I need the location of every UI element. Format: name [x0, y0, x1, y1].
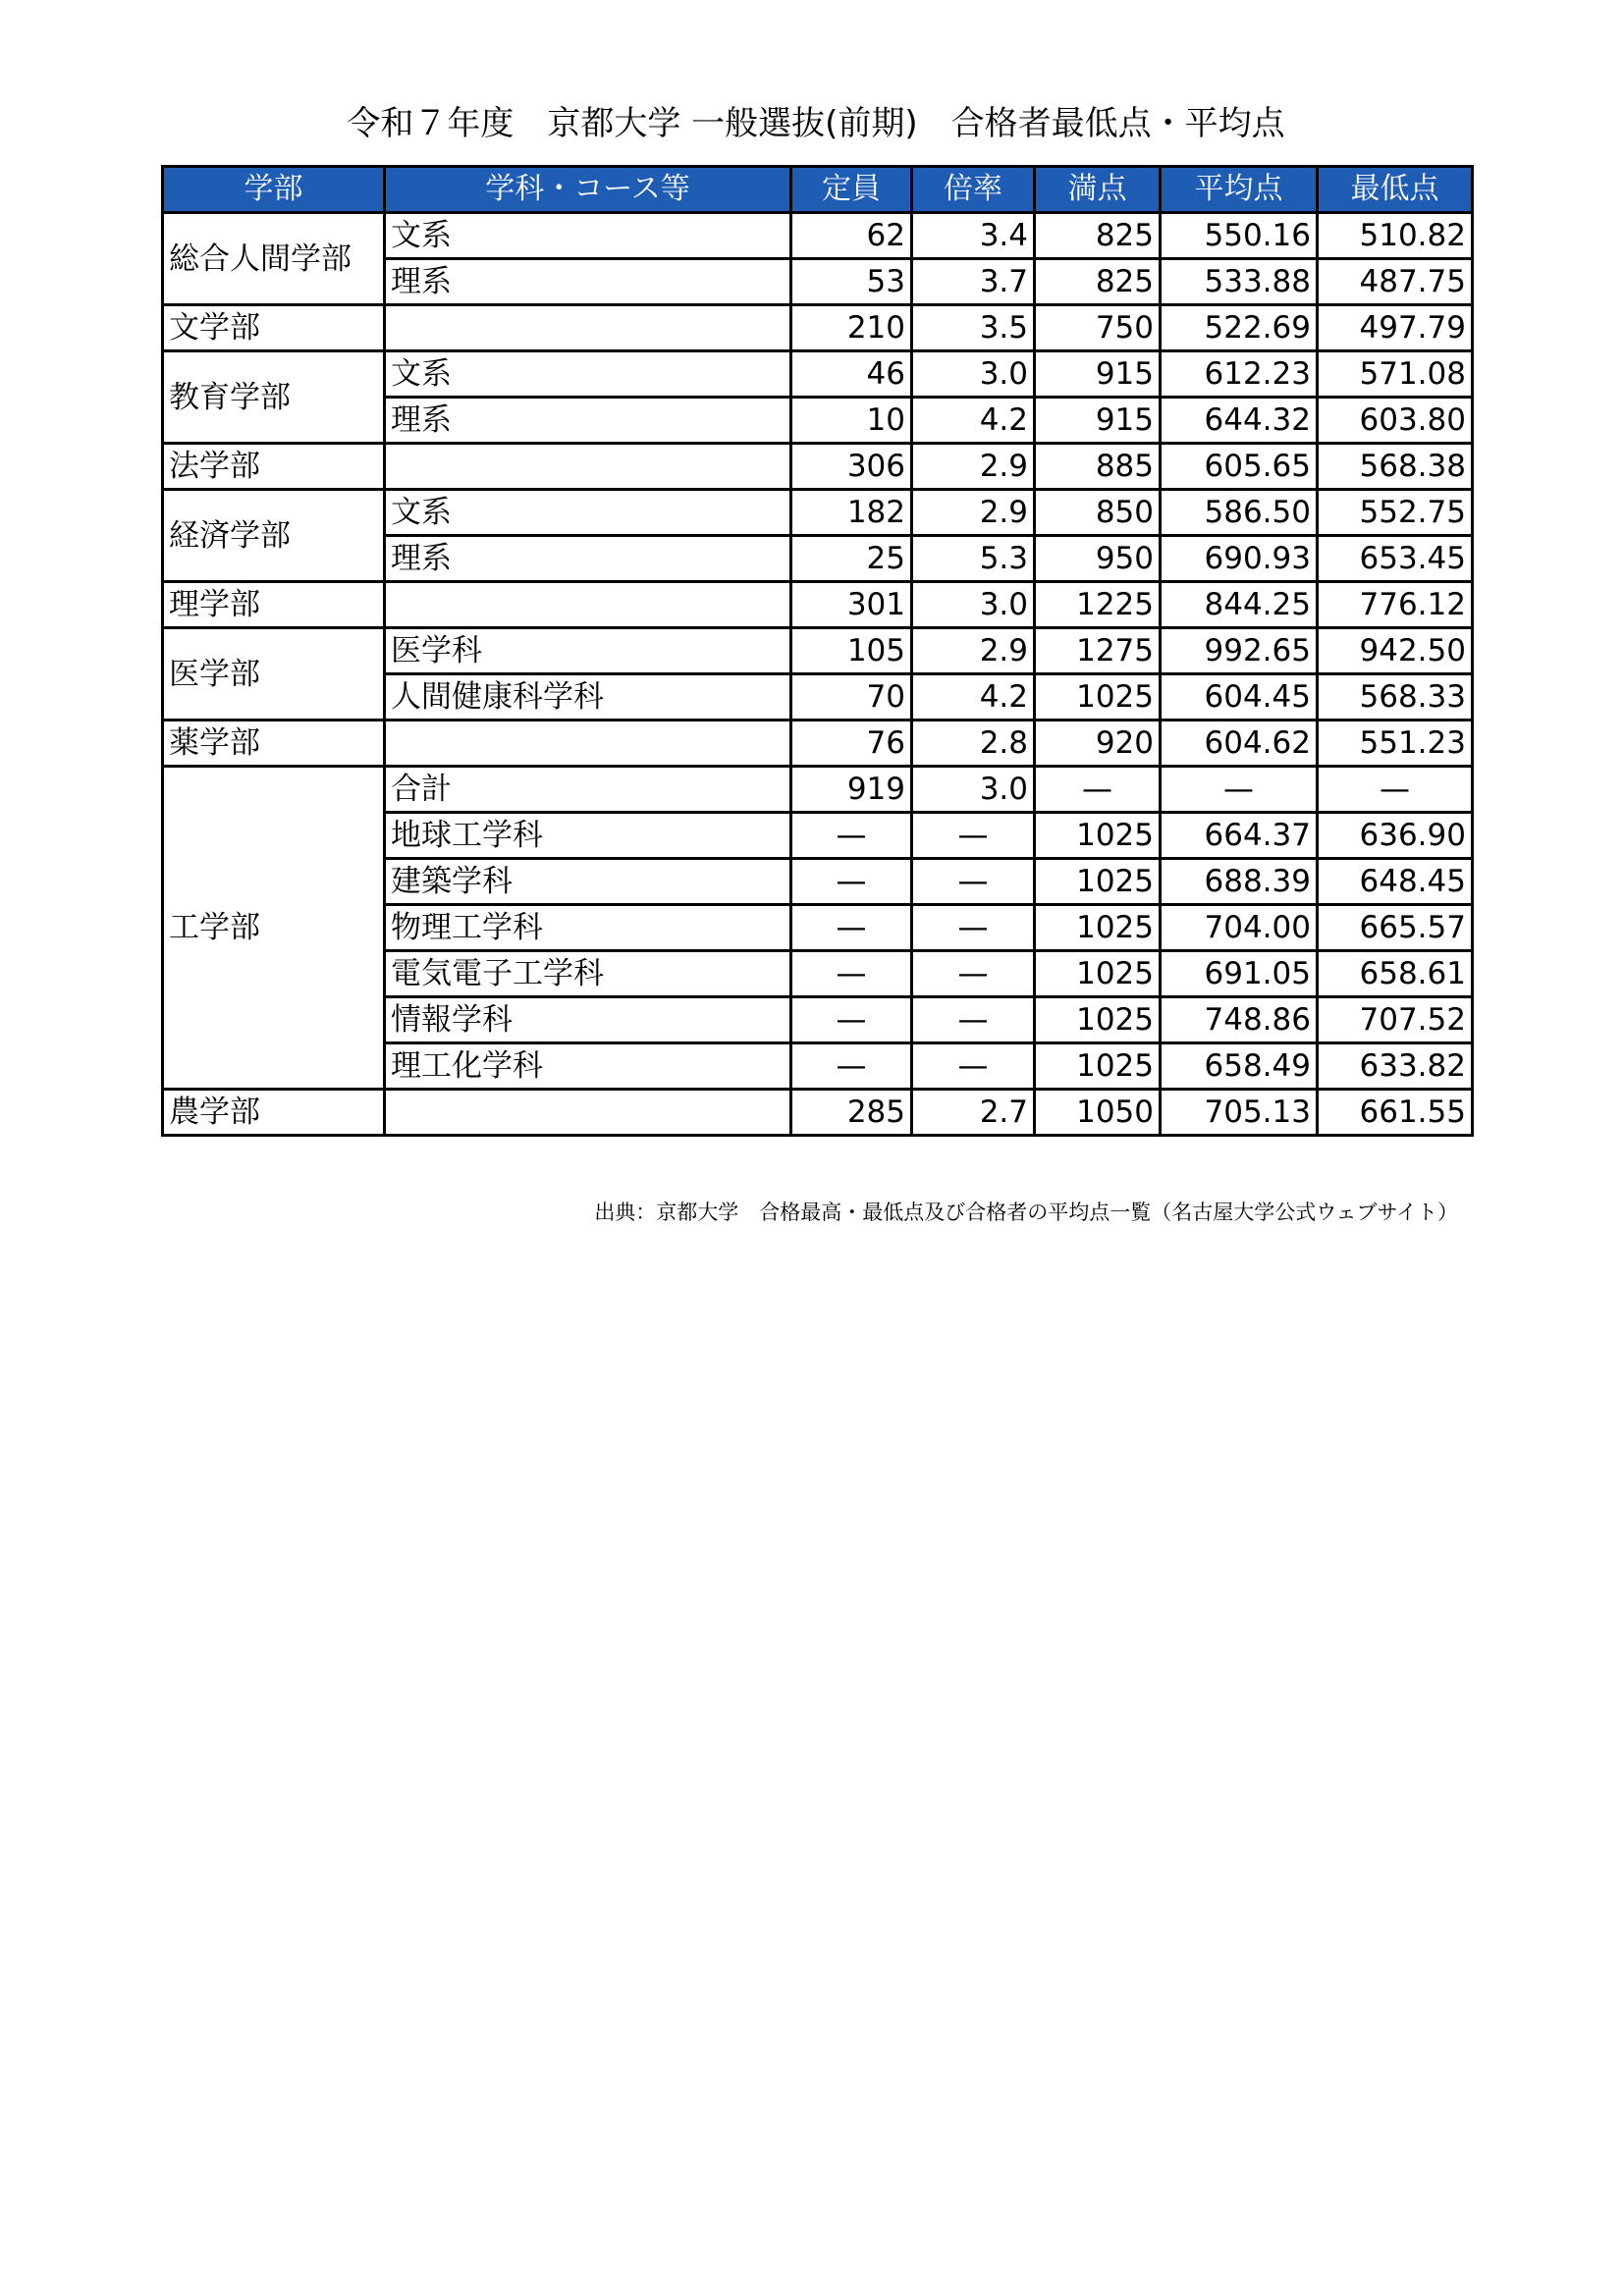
table-row [163, 582, 1473, 628]
minimum-score-cell: — [1318, 767, 1473, 813]
capacity-cell: 301 [791, 582, 912, 628]
minimum-score-cell: 603.80 [1318, 398, 1473, 444]
department-cell [385, 444, 791, 490]
department-cell: 理系 [385, 536, 791, 582]
capacity-cell: 25 [791, 536, 912, 582]
page-title: 令和７年度 京都大学 一般選抜(前期) 合格者最低点・平均点 [347, 104, 1285, 143]
department-cell [385, 582, 791, 628]
ratio-cell: 4.2 [912, 398, 1035, 444]
department-cell: 電気電子工学科 [385, 951, 791, 997]
minimum-score-cell: 665.57 [1318, 905, 1473, 951]
average-score-cell: 844.25 [1161, 582, 1318, 628]
capacity-cell: 105 [791, 628, 912, 674]
scores-table [161, 165, 1474, 1137]
faculty-cell: 総合人間学部 [163, 213, 385, 305]
minimum-score-cell: 551.23 [1318, 721, 1473, 767]
average-score-cell: 522.69 [1161, 305, 1318, 351]
department-cell: 人間健康科学科 [385, 674, 791, 721]
ratio-cell: 3.7 [912, 259, 1035, 305]
minimum-score-cell: 648.45 [1318, 859, 1473, 905]
full-score-cell: 915 [1035, 351, 1161, 398]
full-score-cell: 1275 [1035, 628, 1161, 674]
capacity-cell: 70 [791, 674, 912, 721]
header-ratio: 倍率 [912, 167, 1035, 213]
table-row [163, 628, 1473, 674]
full-score-cell: 825 [1035, 259, 1161, 305]
minimum-score-cell: 568.38 [1318, 444, 1473, 490]
capacity-cell: — [791, 813, 912, 859]
department-cell: 理系 [385, 259, 791, 305]
capacity-cell: — [791, 997, 912, 1043]
department-cell: 医学科 [385, 628, 791, 674]
capacity-cell: 76 [791, 721, 912, 767]
minimum-score-cell: 497.79 [1318, 305, 1473, 351]
full-score-cell: 1025 [1035, 1043, 1161, 1090]
average-score-cell: 691.05 [1161, 951, 1318, 997]
full-score-cell: 1025 [1035, 905, 1161, 951]
average-score-cell: 992.65 [1161, 628, 1318, 674]
capacity-cell: — [791, 859, 912, 905]
department-cell: 文系 [385, 351, 791, 398]
capacity-cell: — [791, 951, 912, 997]
average-score-cell: 550.16 [1161, 213, 1318, 259]
full-score-cell: 1025 [1035, 997, 1161, 1043]
minimum-score-cell: 661.55 [1318, 1090, 1473, 1136]
capacity-cell: 62 [791, 213, 912, 259]
department-cell: 理系 [385, 398, 791, 444]
table-row [163, 767, 1473, 813]
minimum-score-cell: 776.12 [1318, 582, 1473, 628]
average-score-cell: 612.23 [1161, 351, 1318, 398]
ratio-cell: 2.9 [912, 444, 1035, 490]
minimum-score-cell: 568.33 [1318, 674, 1473, 721]
full-score-cell: — [1035, 767, 1161, 813]
capacity-cell: 306 [791, 444, 912, 490]
average-score-cell: 664.37 [1161, 813, 1318, 859]
ratio-cell: 2.8 [912, 721, 1035, 767]
ratio-cell: — [912, 859, 1035, 905]
department-cell: 理工化学科 [385, 1043, 791, 1090]
ratio-cell: 3.0 [912, 351, 1035, 398]
department-cell: 地球工学科 [385, 813, 791, 859]
department-cell: 建築学科 [385, 859, 791, 905]
minimum-score-cell: 653.45 [1318, 536, 1473, 582]
department-cell: 合計 [385, 767, 791, 813]
faculty-cell: 文学部 [163, 305, 385, 351]
faculty-cell: 薬学部 [163, 721, 385, 767]
faculty-cell: 工学部 [163, 767, 385, 1090]
header-capacity: 定員 [791, 167, 912, 213]
capacity-cell: 182 [791, 490, 912, 536]
minimum-score-cell: 487.75 [1318, 259, 1473, 305]
ratio-cell: 2.9 [912, 628, 1035, 674]
full-score-cell: 920 [1035, 721, 1161, 767]
header-full-score: 満点 [1035, 167, 1161, 213]
average-score-cell: 704.00 [1161, 905, 1318, 951]
minimum-score-cell: 658.61 [1318, 951, 1473, 997]
table-body [163, 213, 1473, 1136]
full-score-cell: 1025 [1035, 859, 1161, 905]
department-cell: 文系 [385, 490, 791, 536]
average-score-cell: 533.88 [1161, 259, 1318, 305]
capacity-cell: 285 [791, 1090, 912, 1136]
minimum-score-cell: 942.50 [1318, 628, 1473, 674]
minimum-score-cell: 510.82 [1318, 213, 1473, 259]
capacity-cell: 919 [791, 767, 912, 813]
table-row [163, 305, 1473, 351]
table-row [163, 721, 1473, 767]
full-score-cell: 1025 [1035, 674, 1161, 721]
average-score-cell: 586.50 [1161, 490, 1318, 536]
minimum-score-cell: 633.82 [1318, 1043, 1473, 1090]
faculty-cell: 経済学部 [163, 490, 385, 582]
ratio-cell: — [912, 951, 1035, 997]
full-score-cell: 750 [1035, 305, 1161, 351]
average-score-cell: — [1161, 767, 1318, 813]
minimum-score-cell: 636.90 [1318, 813, 1473, 859]
capacity-cell: 10 [791, 398, 912, 444]
header-department: 学科・コース等 [385, 167, 791, 213]
table-row [163, 213, 1473, 259]
full-score-cell: 950 [1035, 536, 1161, 582]
full-score-cell: 1050 [1035, 1090, 1161, 1136]
average-score-cell: 604.45 [1161, 674, 1318, 721]
header-average-score: 平均点 [1161, 167, 1318, 213]
full-score-cell: 1225 [1035, 582, 1161, 628]
capacity-cell: 46 [791, 351, 912, 398]
capacity-cell: 53 [791, 259, 912, 305]
minimum-score-cell: 707.52 [1318, 997, 1473, 1043]
faculty-cell: 教育学部 [163, 351, 385, 444]
faculty-cell: 理学部 [163, 582, 385, 628]
ratio-cell: 2.9 [912, 490, 1035, 536]
ratio-cell: 2.7 [912, 1090, 1035, 1136]
capacity-cell: — [791, 905, 912, 951]
full-score-cell: 915 [1035, 398, 1161, 444]
minimum-score-cell: 571.08 [1318, 351, 1473, 398]
table-row [163, 444, 1473, 490]
ratio-cell: — [912, 1043, 1035, 1090]
minimum-score-cell: 552.75 [1318, 490, 1473, 536]
full-score-cell: 1025 [1035, 813, 1161, 859]
average-score-cell: 748.86 [1161, 997, 1318, 1043]
average-score-cell: 690.93 [1161, 536, 1318, 582]
table-row [163, 490, 1473, 536]
department-cell: 文系 [385, 213, 791, 259]
department-cell [385, 1090, 791, 1136]
full-score-cell: 825 [1035, 213, 1161, 259]
average-score-cell: 658.49 [1161, 1043, 1318, 1090]
full-score-cell: 1025 [1035, 951, 1161, 997]
department-cell: 情報学科 [385, 997, 791, 1043]
ratio-cell: 3.0 [912, 582, 1035, 628]
ratio-cell: 3.5 [912, 305, 1035, 351]
ratio-cell: 5.3 [912, 536, 1035, 582]
source-note: 出典：京都大学 合格最高・最低点及び合格者の平均点一覧（名古屋大学公式ウェブサイト） [594, 1201, 1458, 1224]
header-faculty: 学部 [163, 167, 385, 213]
faculty-cell: 医学部 [163, 628, 385, 721]
ratio-cell: 4.2 [912, 674, 1035, 721]
ratio-cell: 3.4 [912, 213, 1035, 259]
table-row [163, 1090, 1473, 1136]
department-cell [385, 721, 791, 767]
average-score-cell: 604.62 [1161, 721, 1318, 767]
ratio-cell: — [912, 997, 1035, 1043]
capacity-cell: 210 [791, 305, 912, 351]
full-score-cell: 885 [1035, 444, 1161, 490]
department-cell: 物理工学科 [385, 905, 791, 951]
capacity-cell: — [791, 1043, 912, 1090]
average-score-cell: 688.39 [1161, 859, 1318, 905]
department-cell [385, 305, 791, 351]
full-score-cell: 850 [1035, 490, 1161, 536]
header-minimum-score: 最低点 [1318, 167, 1473, 213]
ratio-cell: — [912, 905, 1035, 951]
faculty-cell: 農学部 [163, 1090, 385, 1136]
table-header-row [163, 167, 1473, 213]
ratio-cell: — [912, 813, 1035, 859]
average-score-cell: 644.32 [1161, 398, 1318, 444]
average-score-cell: 705.13 [1161, 1090, 1318, 1136]
table-row [163, 351, 1473, 398]
ratio-cell: 3.0 [912, 767, 1035, 813]
average-score-cell: 605.65 [1161, 444, 1318, 490]
faculty-cell: 法学部 [163, 444, 385, 490]
